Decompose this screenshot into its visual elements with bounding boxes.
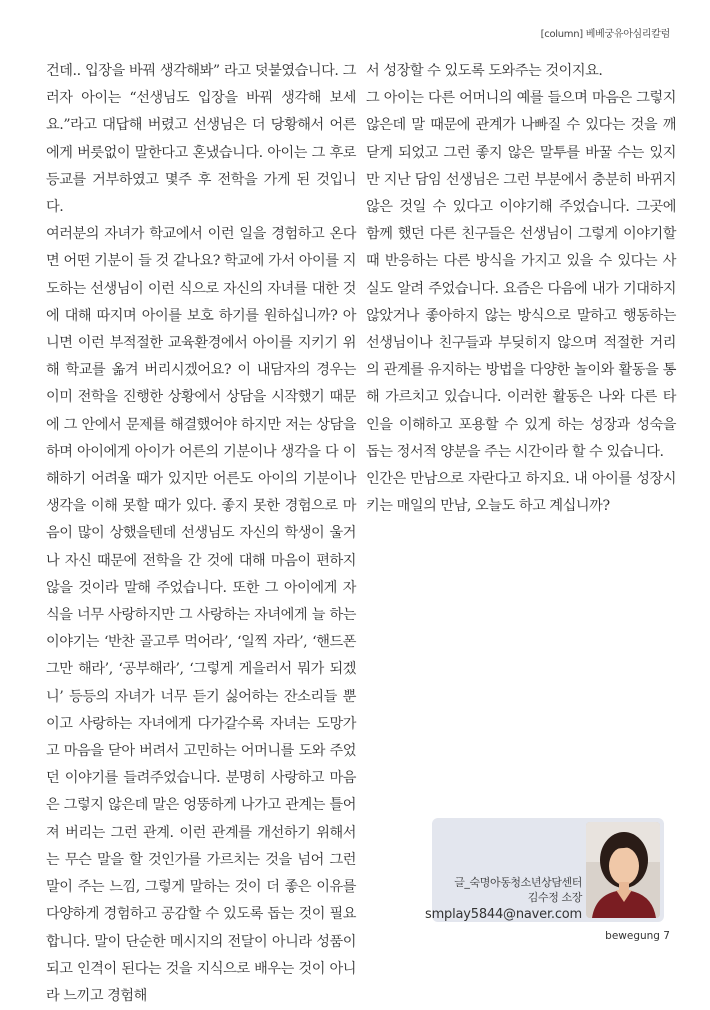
author-name: 김수정 소장 bbox=[527, 891, 582, 904]
page-header bbox=[0, 25, 710, 45]
column-label: [column] 베베궁유아심리칼럼 bbox=[540, 29, 670, 40]
article-paragraph: 서 성장할 수 있도록 도와주는 것이지요. bbox=[366, 63, 603, 79]
author-organization: 글_숙명아동청소년상담센터 bbox=[454, 876, 582, 889]
author-info bbox=[362, 875, 582, 924]
article-right-column bbox=[366, 58, 676, 520]
article-paragraph: 여러분의 자녀가 학교에서 이런 일을 경험하고 온다면 어떤 기분이 들 것 같나요? 학교에 가서 아이를 지도하는 선생님이 이런 식으로 자신의 자녀를 대한 것에 대해 따지며 아이를 보호 하기를 원하십니까? 아니면 이런 부적절한 교육환경에서 아이를 지키기 위해 학교를 옮겨 버리시겠어요? 이 내담자의 경우는 이미 전학을 진행한 상황에서 상담을 시작했기 때문에 그 안에서 문제를 해결했어야 하지만 저는 상담을 하며 아이에게 아이가 어른의 기분이나 생각을 다 이해하기 어려울 때가 있지만 어른도 아이의 기분이나 생각을 이해 못할 때가 있다. 좋지 못한 경험으로 마음이 많이 상했을텐데 선생님도 자신의 학생이 울거나 자신 때문에 전학을 간 것에 대해 마음이 편하지 않을 것이라 말해 주었습니다. 또한 그 아이에게 자식을 너무 사랑하지만 그 사랑하는 자녀에게 늘 하는 이야기는 ‘반찬 골고루 먹어라’, ‘일찍 자라’, ‘핸드폰 그만 해라’, ‘공부해라’, ‘그렇게 게을러서 뭐가 되겠니’ 등등의 자녀가 너무 듣기 싫어하는 잔소리들 뿐이고 사랑하는 자녀에게 다가갈수록 자녀는 도망가고 마음을 닫아 버려서 고민하는 어머니를 도와 주었던 이야기를 들려주었습니다. 분명히 사랑하고 마음은 그렇지 않은데 말은 엉뚱하게 나가고 관계는 틀어져 버리는 그런 관계. 이런 관계를 개선하기 위해서는 무슨 말을 할 것인가를 가르치는 것을 넘어 그런 말이 주는 느낌, 그렇게 말하는 것이 더 좋은 이유를 다양하게 경험하고 공감할 수 있도록 돕는 것이 필요합니다. 말이 단순한 메시지의 전달이 아니라 성품이 되고 인격이 된다는 것을 지식으로 배우는 것이 아니라 느끼고 경험해 bbox=[46, 226, 356, 1004]
author-photo bbox=[586, 822, 660, 918]
article-left-column bbox=[46, 58, 356, 1010]
author-email: smplay5844@naver.com bbox=[425, 907, 582, 922]
article-paragraph: 인간은 만남으로 자란다고 하지요. 내 아이를 성장시키는 매일의 만남, 오늘도 하고 계십니까? bbox=[366, 471, 676, 515]
article-paragraph: 건데.. 입장을 바꿔 생각해봐” 라고 덧붙였습니다. 그러자 아이는 “선생님도 입장을 바꿔 생각해 보세요.”라고 대답해 버렸고 선생님은 더 당황해서 어른에게 버릇없이 말한다고 혼냈습니다. 아이는 그 후로 등교를 거부하였고 몇주 후 전학을 가게 된 것입니다. bbox=[46, 63, 356, 216]
author-portrait-icon bbox=[586, 822, 660, 918]
page-footer: bewegung 7 bbox=[605, 930, 670, 942]
article-paragraph: 그 아이는 다른 어머니의 예를 들으며 마음은 그렇지 않은데 말 때문에 관계가 나빠질 수 있다는 것을 깨닫게 되었고 그런 좋지 않은 말투를 바꿀 수는 있지만 지난 담임 선생님은 그런 부분에서 충분히 바뀌지 않은 것일 수 있다고 이야기해 주었습니다. 그곳에 함께 했던 다른 친구들은 선생님이 그렇게 이야기할 때 반응하는 다른 방식을 가지고 있을 수 있다는 사실도 알려 주었습니다. 요즘은 다음에 내가 기대하지 않았거나 좋아하지 않는 방식으로 말하고 행동하는 선생님이나 친구들과 부딪히지 않으며 적절한 거리의 관계를 유지하는 방법을 다양한 놀이와 활동을 통해 가르치고 있습니다. 이러한 활동은 나와 다른 타인을 이해하고 포용할 수 있게 하는 성장과 성숙을 돕는 정서적 양분을 주는 시간이라 할 수 있습니다. bbox=[366, 90, 676, 460]
